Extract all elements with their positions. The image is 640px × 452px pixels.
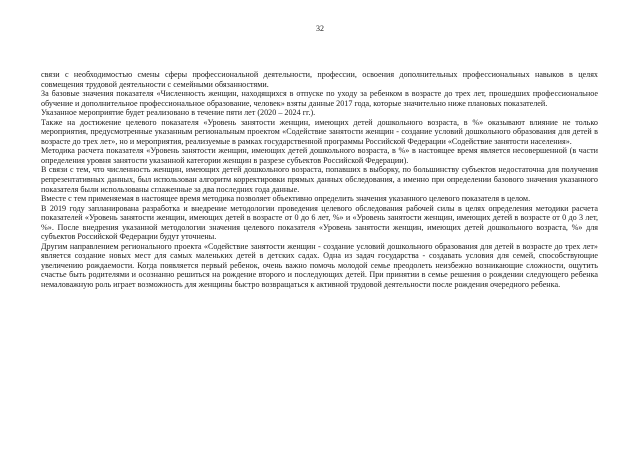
paragraph-kindergarten-places: Другим направлением регионального проекта «Содействие занятости женщин - создание условий дошкольного образования для детей в возрасте до трех лет» является создание новых мест для самых маленьких детей в детских садах. Одна из задач государства - создавать условия для семей, способствующие увеличению рождаемости. Когда появляется первый ребенок, очень важно помочь молодой семье преодолеть неизбежно возникающие сложности, ощутить счастье быть родителями и осознанно решиться на рождение второго и последующих детей. При принятии в семье решения о рождении следующего ребенка немаловажную роль играет возможность для женщины быстро возвращаться к активной трудовой деятельности после рождения очередного ребенка. xyxy=(41,241,598,290)
paragraph-calculation-method: Методика расчета показателя «Уровень занятости женщин, имеющих детей дошкольного возраста, в %» в настоящее время является несовершенной (в части определения уровня занятости указанной категории женщин в разрезе субъектов Российской Федерации). xyxy=(41,146,598,165)
page-number: 32 xyxy=(316,24,324,33)
paragraph-implementation-period: Указанное мероприятие будет реализовано в течение пяти лет (2020 – 2024 гг.). xyxy=(41,108,316,118)
paragraph-2019-plan: В 2019 году запланирована разработка и внедрение методологии проведения целевого обследования рабочей силы в целях определения методики расчета показателей «Уровень занятости женщин, имеющих детей в возрасте от 0 до 6 лет, %» и «Уровень занятости женщин, имеющих детей в возрасте от 0 до 3 лет, %». После внедрения указанной методологии значения целевого показателя «Уровень занятости женщин, имеющих детей дошкольного возраста, %» для субъектов Российской Федерации будут уточнены. xyxy=(41,203,598,242)
paragraph-target-indicator: Также на достижение целевого показателя «Уровень занятости женщин, имеющих детей дошкольного возраста, в %» оказывают влияние не только мероприятия, предусмотренные указанным региональным проектом «Содействие занятости женщин - создание условий дошкольного образования для детей в возрасте до трех лет», но и мероприятия, реализуемые в рамках государственной программы Российской Федерации «Содействие занятости населения». xyxy=(41,117,598,146)
paragraph-sample-size: В связи с тем, что численность женщин, имеющих детей дошкольного возраста, попавших в выборку, по большинству субъектов недостаточна для получения репрезентативных данных, был использован алгоритм корректировки прямых данных обследования, а именно при определении базового значения указанного показателя были использованы сглаженные за два последних года данные. xyxy=(41,165,598,194)
document-body xyxy=(41,70,598,290)
paragraph-skills-continuation: связи с необходимостью смены сферы профессиональной деятельности, профессии, освоения дополнительных профессиональных навыков в целях совмещения трудовой деятельности с семейными обязанностями. xyxy=(41,70,598,89)
paragraph-methodology-note: Вместе с тем применяемая в настоящее время методика позволяет объективно определить значения указанного целевого показателя в целом. xyxy=(41,194,531,204)
paragraph-baseline-values: За базовые значения показателя «Численность женщин, находящихся в отпуске по уходу за ребенком в возрасте до трех лет, прошедших профессиональное обучение и дополнительное профессиональное образование, человек» взяты данные 2017 года, которые значительно ниже плановых показателей. xyxy=(41,89,598,108)
